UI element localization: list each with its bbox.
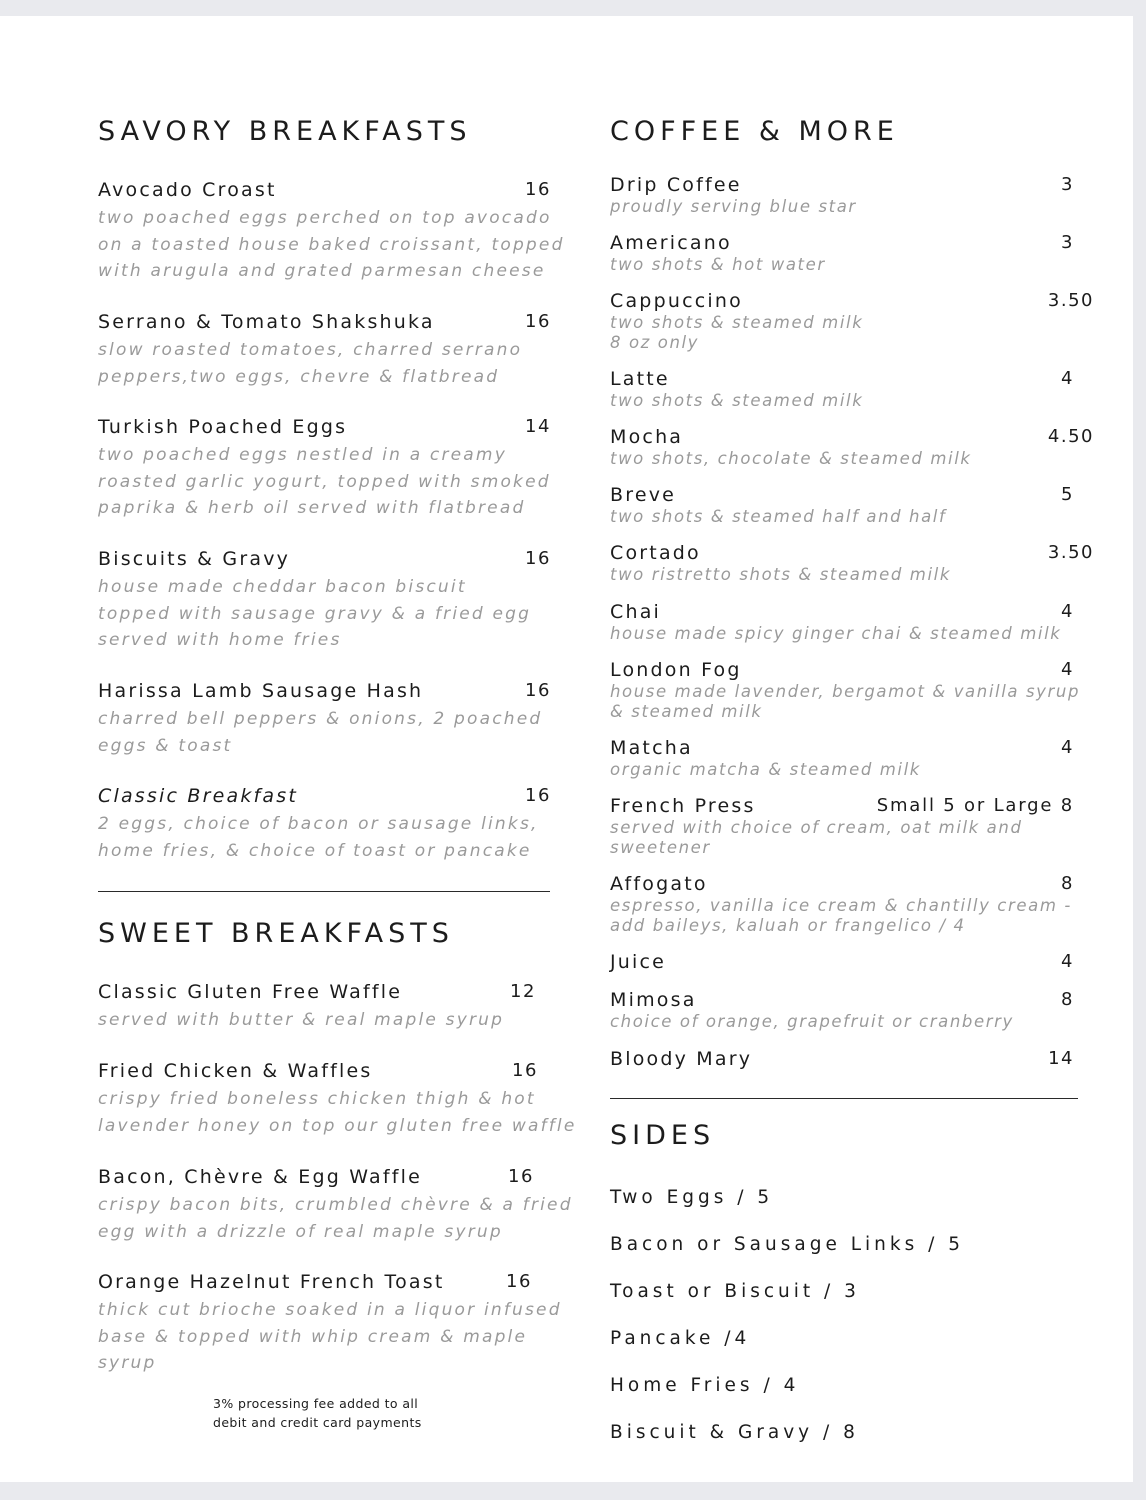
item-desc: proudly serving blue star: [610, 197, 857, 216]
item-price: 4.50: [1047, 426, 1094, 447]
section-divider: [610, 1098, 1078, 1099]
menu-item-turkish-eggs: [98, 416, 551, 522]
sides-title: SIDES: [610, 1120, 716, 1151]
item-price: 4: [1061, 951, 1074, 972]
item-price: Small 5 or Large 8: [876, 795, 1074, 816]
menu-item-lamb-hash: [98, 680, 551, 759]
menu-item-london-fog: [610, 659, 1092, 721]
item-price: 3: [1061, 232, 1074, 253]
item-price: 16: [512, 1060, 538, 1081]
item-price: 4: [1061, 737, 1074, 758]
item-desc: two shots & steamed half and half: [610, 507, 947, 526]
item-desc: served with choice of cream, oat milk and: [610, 818, 1023, 837]
item-desc: served with butter & real maple syrup: [98, 1010, 505, 1030]
item-desc: choice of orange, grapefruit or cranberry: [610, 1012, 1014, 1031]
item-desc: with arugula and grated parmesan cheese: [98, 261, 546, 281]
item-desc: two poached eggs nestled in a creamy: [98, 445, 507, 465]
item-name: French Press: [610, 795, 756, 817]
item-desc: sweetener: [610, 837, 711, 857]
menu-item-drip-coffee: [610, 174, 1092, 217]
item-desc: lavender honey on top our gluten free waffle: [98, 1115, 577, 1136]
menu-item-chai: [610, 601, 1092, 644]
side-item: Bacon or Sausage Links / 5: [610, 1234, 965, 1255]
item-desc: espresso, vanilla ice cream & chantilly cream -: [610, 896, 1072, 915]
item-name: Biscuits & Gravy: [98, 548, 291, 570]
item-desc: eggs & toast: [98, 735, 233, 756]
menu-item-mocha: [610, 426, 1092, 469]
item-desc: thick cut brioche soaked in a liquor infused: [98, 1300, 562, 1320]
item-name: London Fog: [610, 659, 742, 681]
menu-item-affogato: [610, 873, 1092, 935]
item-desc: peppers,two eggs, chevre & flatbread: [98, 366, 500, 387]
item-name: Orange Hazelnut French Toast: [98, 1271, 445, 1293]
item-name: Bacon, Chèvre & Egg Waffle: [98, 1166, 423, 1188]
item-desc: charred bell peppers & onions, 2 poached: [98, 709, 543, 729]
item-price: 4: [1061, 368, 1074, 389]
item-name: Chai: [610, 601, 662, 623]
menu-item-juice: [610, 951, 1092, 974]
item-desc: base & topped with whip cream & maple: [98, 1326, 528, 1347]
item-price: 8: [1061, 989, 1074, 1010]
item-name: Cappuccino: [610, 290, 743, 312]
menu-item-gf-waffle: [98, 981, 536, 1034]
item-desc: 2 eggs, choice of bacon or sausage links,: [98, 814, 539, 834]
item-desc: two shots & steamed milk: [610, 391, 864, 410]
item-desc: egg with a drizzle of real maple syrup: [98, 1221, 503, 1242]
item-price: 3.50: [1047, 290, 1094, 311]
item-desc: organic matcha & steamed milk: [610, 760, 921, 779]
item-price: 16: [525, 680, 551, 701]
menu-item-classic-breakfast: [98, 785, 551, 864]
item-name: Latte: [610, 368, 670, 390]
item-name: Avocado Croast: [98, 179, 277, 201]
menu-item-latte: [610, 368, 1092, 411]
item-name: Mocha: [610, 426, 684, 448]
item-name: Turkish Poached Eggs: [98, 416, 348, 438]
item-desc: house made cheddar bacon biscuit: [98, 577, 467, 597]
menu-item-chicken-waffles: [98, 1060, 577, 1139]
item-price: 3: [1061, 174, 1074, 195]
item-desc: two ristretto shots & steamed milk: [610, 565, 951, 584]
side-item: Toast or Biscuit / 3: [610, 1281, 860, 1302]
item-price: 16: [506, 1271, 532, 1292]
side-item: Home Fries / 4: [610, 1375, 800, 1396]
item-name: Cortado: [610, 542, 701, 564]
menu-item-bloody-mary: [610, 1048, 1092, 1071]
item-name: Mimosa: [610, 989, 697, 1011]
item-name: Affogato: [610, 873, 708, 895]
menu-item-breve: [610, 484, 1092, 527]
item-name: Classic Gluten Free Waffle: [98, 981, 403, 1003]
menu-item-biscuits-gravy: [98, 548, 551, 654]
item-price: 8: [1061, 873, 1074, 894]
fee-line: 3% processing fee added to all: [213, 1396, 419, 1411]
item-price: 14: [1048, 1048, 1074, 1069]
menu-item-bacon-chevre-waffle: [98, 1166, 573, 1245]
item-desc: home fries, & choice of toast or pancake: [98, 840, 532, 861]
item-name: Classic Breakfast: [98, 785, 299, 807]
processing-fee-note: [213, 1394, 453, 1432]
item-desc: & steamed milk: [610, 701, 763, 721]
item-desc: roasted garlic yogurt, topped with smoked: [98, 471, 551, 492]
fee-line: debit and credit card payments: [213, 1415, 422, 1430]
item-price: 16: [525, 785, 551, 806]
item-price: 14: [525, 416, 551, 437]
item-desc: crispy fried boneless chicken thigh & hot: [98, 1089, 536, 1109]
item-name: Matcha: [610, 737, 693, 759]
item-desc: paprika & herb oil served with flatbread: [98, 498, 526, 518]
sweet-title: SWEET BREAKFASTS: [98, 918, 454, 949]
savory-title: SAVORY BREAKFASTS: [98, 116, 472, 147]
menu-item-shakshuka: [98, 311, 551, 390]
item-desc: served with home fries: [98, 630, 342, 650]
item-name: Serrano & Tomato Shakshuka: [98, 311, 435, 333]
item-price: 12: [510, 981, 536, 1002]
item-desc: house made spicy ginger chai & steamed milk: [610, 624, 1062, 643]
item-name: Juice: [610, 951, 667, 973]
item-desc: syrup: [98, 1353, 157, 1373]
coffee-title: COFFEE & MORE: [610, 116, 899, 147]
item-name: Bloody Mary: [610, 1048, 753, 1070]
menu-page: [0, 16, 1133, 1482]
side-item: Biscuit & Gravy / 8: [610, 1422, 859, 1443]
item-price: 4: [1061, 601, 1074, 622]
item-price: 16: [525, 548, 551, 569]
item-desc: add baileys, kaluah or frangelico / 4: [610, 915, 966, 935]
menu-item-french-toast: [98, 1271, 562, 1377]
item-price: 16: [508, 1166, 534, 1187]
item-name: Drip Coffee: [610, 174, 742, 196]
item-price: 16: [525, 311, 551, 332]
item-price: 16: [525, 179, 551, 200]
menu-item-matcha: [610, 737, 1092, 780]
item-desc: topped with sausage gravy & a fried egg: [98, 603, 532, 624]
menu-item-cortado: [610, 542, 1092, 585]
item-price: 3.50: [1047, 542, 1094, 563]
section-divider: [98, 891, 550, 892]
menu-item-americano: [610, 232, 1092, 275]
item-price: 5: [1061, 484, 1074, 505]
item-desc: two shots & hot water: [610, 255, 826, 274]
item-name: Americano: [610, 232, 732, 254]
item-name: Harissa Lamb Sausage Hash: [98, 680, 424, 702]
item-price: 4: [1061, 659, 1074, 680]
item-desc: on a toasted house baked croissant, topped: [98, 234, 565, 255]
item-desc: slow roasted tomatoes, charred serrano: [98, 340, 523, 360]
item-desc: crispy bacon bits, crumbled chèvre & a fried: [98, 1195, 573, 1215]
item-desc: two poached eggs perched on top avocado: [98, 208, 552, 228]
side-item: Pancake /4: [610, 1328, 751, 1349]
menu-item-avocado-croast: [98, 179, 565, 285]
item-desc: 8 oz only: [610, 332, 700, 352]
item-name: Fried Chicken & Waffles: [98, 1060, 373, 1082]
item-desc: two shots, chocolate & steamed milk: [610, 449, 972, 468]
menu-item-cappuccino: [610, 290, 1092, 352]
menu-item-mimosa: [610, 989, 1092, 1032]
menu-item-french-press: [610, 795, 1092, 857]
item-name: Breve: [610, 484, 677, 506]
item-desc: two shots & steamed milk: [610, 313, 864, 332]
side-item: Two Eggs / 5: [610, 1187, 774, 1208]
item-desc: house made lavender, bergamot & vanilla syrup: [610, 682, 1081, 701]
